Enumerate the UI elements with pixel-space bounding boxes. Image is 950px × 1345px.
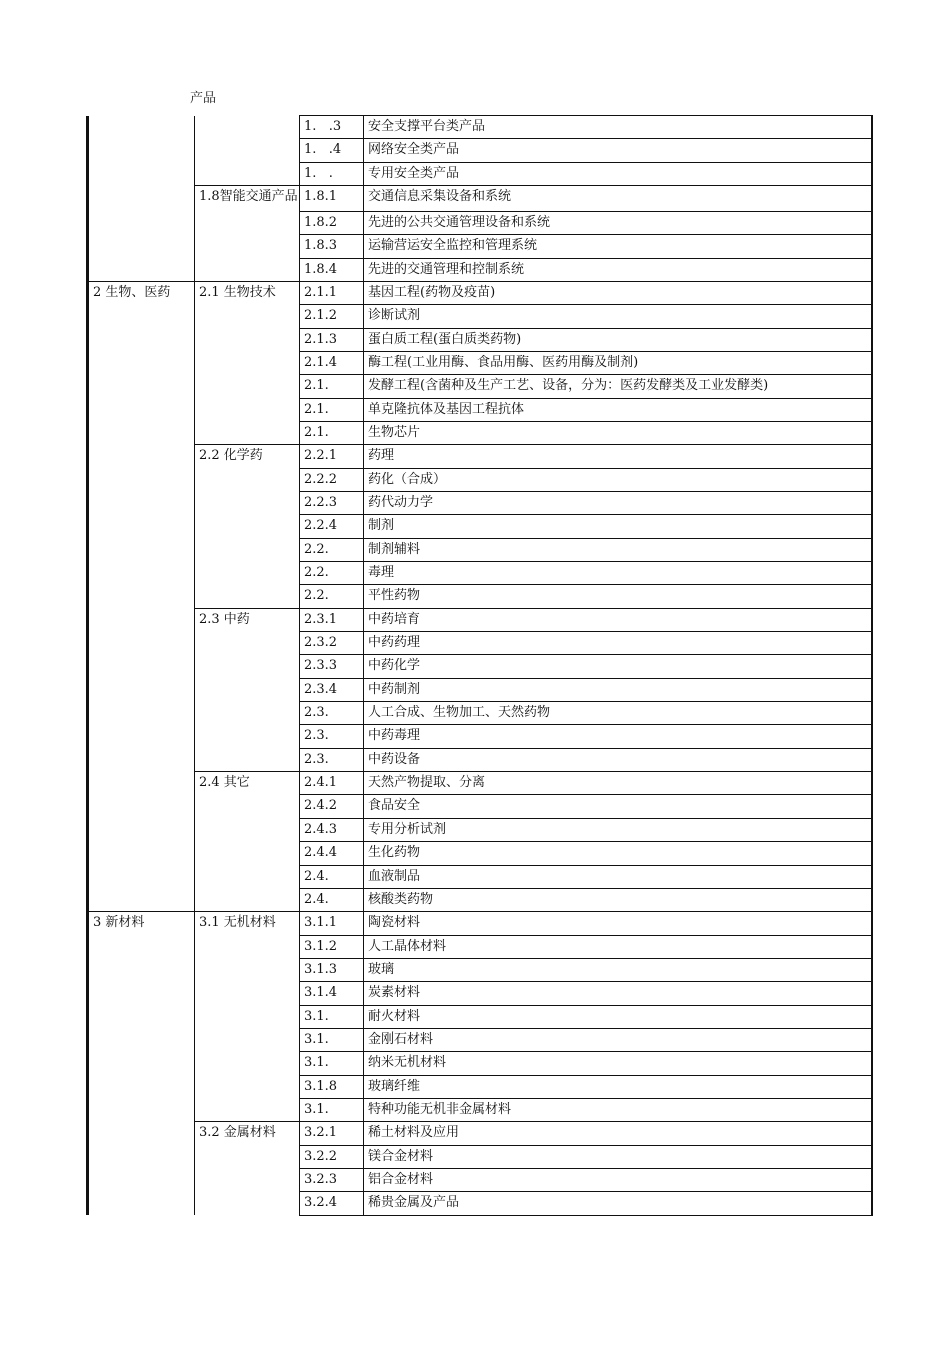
subcategory-cell xyxy=(195,1052,300,1075)
category-cell xyxy=(88,211,195,234)
table-row xyxy=(88,492,873,515)
code-cell: 2.1. xyxy=(300,375,364,398)
tech-catalog-table xyxy=(86,115,873,1216)
table-row xyxy=(88,162,873,185)
code-cell: 2.1.1 xyxy=(300,281,364,304)
category-cell xyxy=(88,538,195,561)
item-name-cell: 酶工程(工业用酶、食品用酶、医药用酶及制剂) xyxy=(364,351,873,374)
table-row xyxy=(88,562,873,585)
item-name-cell: 稀土材料及应用 xyxy=(364,1122,873,1145)
table-row xyxy=(88,585,873,608)
subcategory-cell xyxy=(195,1192,300,1215)
category-cell xyxy=(88,1122,195,1145)
table-row xyxy=(88,116,873,139)
subcategory-cell xyxy=(195,116,300,139)
subcategory-cell xyxy=(195,725,300,748)
subcategory-cell xyxy=(195,1028,300,1051)
subcategory-cell xyxy=(195,351,300,374)
code-cell: 2.4.2 xyxy=(300,795,364,818)
category-cell xyxy=(88,351,195,374)
category-cell xyxy=(88,818,195,841)
table-row xyxy=(88,1005,873,1028)
subcategory-cell xyxy=(195,818,300,841)
code-cell: 2.2.2 xyxy=(300,468,364,491)
code-cell: 3.1.1 xyxy=(300,912,364,935)
subcategory-cell xyxy=(195,888,300,911)
code-cell: 3.1. xyxy=(300,1098,364,1121)
subcategory-cell xyxy=(195,585,300,608)
category-cell xyxy=(88,1005,195,1028)
code-cell: 2.1.4 xyxy=(300,351,364,374)
item-name-cell: 纳米无机材料 xyxy=(364,1052,873,1075)
category-cell xyxy=(88,139,195,162)
table-row xyxy=(88,398,873,421)
code-cell: 2.3. xyxy=(300,702,364,725)
code-cell: 3.2.2 xyxy=(300,1145,364,1168)
code-cell: 1. .4 xyxy=(300,139,364,162)
category-cell xyxy=(88,678,195,701)
table-row xyxy=(88,375,873,398)
item-name-cell: 运输营运安全监控和管理系统 xyxy=(364,235,873,258)
category-cell xyxy=(88,1145,195,1168)
table-row xyxy=(88,1145,873,1168)
category-cell xyxy=(88,186,195,212)
code-cell: 3.2.1 xyxy=(300,1122,364,1145)
table-row xyxy=(88,1192,873,1215)
category-cell xyxy=(88,162,195,185)
table-row xyxy=(88,468,873,491)
table-row xyxy=(88,538,873,561)
catalog-table-frame xyxy=(86,115,873,1216)
table-row xyxy=(88,1075,873,1098)
table-row xyxy=(88,958,873,981)
item-name-cell: 中药毒理 xyxy=(364,725,873,748)
subcategory-cell xyxy=(195,632,300,655)
subcategory-cell xyxy=(195,538,300,561)
item-name-cell: 中药设备 xyxy=(364,748,873,771)
item-name-cell: 核酸类药物 xyxy=(364,888,873,911)
table-row xyxy=(88,935,873,958)
code-cell: 2.2.4 xyxy=(300,515,364,538)
subcategory-cell: 2.3 中药 xyxy=(195,608,300,631)
category-cell xyxy=(88,258,195,281)
category-cell xyxy=(88,375,195,398)
item-name-cell: 天然产物提取、分离 xyxy=(364,772,873,795)
item-name-cell: 先进的公共交通管理设备和系统 xyxy=(364,211,873,234)
item-name-cell: 单克隆抗体及基因工程抗体 xyxy=(364,398,873,421)
code-cell: 3.2.3 xyxy=(300,1168,364,1191)
code-cell: 1. .3 xyxy=(300,116,364,139)
code-cell: 3.1. xyxy=(300,1052,364,1075)
category-cell xyxy=(88,1168,195,1191)
code-cell: 2.4. xyxy=(300,865,364,888)
table-row xyxy=(88,1098,873,1121)
item-name-cell: 玻璃纤维 xyxy=(364,1075,873,1098)
category-cell xyxy=(88,1192,195,1215)
item-name-cell: 陶瓷材料 xyxy=(364,912,873,935)
code-cell: 3.1.3 xyxy=(300,958,364,981)
item-name-cell: 发酵工程(含菌种及生产工艺、设备，分为：医药发酵类及工业发酵类) xyxy=(364,375,873,398)
category-cell xyxy=(88,958,195,981)
table-row xyxy=(88,608,873,631)
code-cell: 2.4.4 xyxy=(300,842,364,865)
category-cell xyxy=(88,445,195,468)
code-cell: 3.1.4 xyxy=(300,982,364,1005)
category-cell xyxy=(88,328,195,351)
item-name-cell: 玻璃 xyxy=(364,958,873,981)
table-row xyxy=(88,351,873,374)
table-row xyxy=(88,865,873,888)
subcategory-cell xyxy=(195,678,300,701)
category-cell xyxy=(88,888,195,911)
item-name-cell: 药代动力学 xyxy=(364,492,873,515)
table-row xyxy=(88,632,873,655)
subcategory-cell xyxy=(195,795,300,818)
item-name-cell: 铝合金材料 xyxy=(364,1168,873,1191)
subcategory-cell xyxy=(195,421,300,444)
table-row xyxy=(88,678,873,701)
code-cell: 2.1. xyxy=(300,398,364,421)
item-name-cell: 中药制剂 xyxy=(364,678,873,701)
table-row xyxy=(88,445,873,468)
subcategory-cell xyxy=(195,258,300,281)
code-cell: 2.1.3 xyxy=(300,328,364,351)
category-cell xyxy=(88,1028,195,1051)
item-name-cell: 毒理 xyxy=(364,562,873,585)
subcategory-cell: 2.2 化学药 xyxy=(195,445,300,468)
table-row xyxy=(88,186,873,212)
category-cell xyxy=(88,772,195,795)
code-cell: 2.1.2 xyxy=(300,305,364,328)
category-cell xyxy=(88,305,195,328)
item-name-cell: 基因工程(药物及疫苗) xyxy=(364,281,873,304)
item-name-cell: 平性药物 xyxy=(364,585,873,608)
category-cell xyxy=(88,421,195,444)
subcategory-cell xyxy=(195,305,300,328)
table-row xyxy=(88,1028,873,1051)
table-row xyxy=(88,139,873,162)
item-name-cell: 网络安全类产品 xyxy=(364,139,873,162)
table-row xyxy=(88,912,873,935)
item-name-cell: 交通信息采集设备和系统 xyxy=(364,186,873,212)
category-cell xyxy=(88,702,195,725)
code-cell: 2.2.1 xyxy=(300,445,364,468)
subcategory-cell xyxy=(195,982,300,1005)
subcategory-cell xyxy=(195,468,300,491)
table-row xyxy=(88,235,873,258)
subcategory-cell: 1.8智能交通产品 xyxy=(195,186,300,212)
table-row xyxy=(88,1122,873,1145)
subcategory-cell xyxy=(195,162,300,185)
code-cell: 2.3.3 xyxy=(300,655,364,678)
subcategory-cell xyxy=(195,655,300,678)
subcategory-cell xyxy=(195,375,300,398)
code-cell: 2.3.4 xyxy=(300,678,364,701)
code-cell: 1.8.4 xyxy=(300,258,364,281)
subcategory-cell: 3.2 金属材料 xyxy=(195,1122,300,1145)
table-row xyxy=(88,818,873,841)
code-cell: 2.2. xyxy=(300,585,364,608)
subcategory-cell: 3.1 无机材料 xyxy=(195,912,300,935)
subcategory-cell xyxy=(195,1168,300,1191)
category-cell xyxy=(88,632,195,655)
code-cell: 2.2.3 xyxy=(300,492,364,515)
table-row xyxy=(88,515,873,538)
table-row xyxy=(88,748,873,771)
code-cell: 2.1. xyxy=(300,421,364,444)
subcategory-cell xyxy=(195,865,300,888)
subcategory-cell xyxy=(195,515,300,538)
subcategory-cell xyxy=(195,842,300,865)
item-name-cell: 专用安全类产品 xyxy=(364,162,873,185)
carried-over-subcategory-text: 产品 xyxy=(190,91,217,106)
item-name-cell: 制剂 xyxy=(364,515,873,538)
item-name-cell: 人工合成、生物加工、天然药物 xyxy=(364,702,873,725)
subcategory-cell xyxy=(195,492,300,515)
item-name-cell: 耐火材料 xyxy=(364,1005,873,1028)
item-name-cell: 血液制品 xyxy=(364,865,873,888)
subcategory-cell xyxy=(195,748,300,771)
subcategory-cell: 2.1 生物技术 xyxy=(195,281,300,304)
subcategory-cell: 2.4 其它 xyxy=(195,772,300,795)
code-cell: 2.3. xyxy=(300,725,364,748)
code-cell: 2.4.3 xyxy=(300,818,364,841)
category-cell xyxy=(88,935,195,958)
item-name-cell: 特种功能无机非金属材料 xyxy=(364,1098,873,1121)
table-row xyxy=(88,772,873,795)
category-cell xyxy=(88,492,195,515)
subcategory-cell xyxy=(195,1075,300,1098)
table-row xyxy=(88,1052,873,1075)
table-row xyxy=(88,888,873,911)
table-row xyxy=(88,281,873,304)
category-cell xyxy=(88,468,195,491)
category-cell xyxy=(88,515,195,538)
subcategory-cell xyxy=(195,1005,300,1028)
table-row xyxy=(88,702,873,725)
item-name-cell: 中药化学 xyxy=(364,655,873,678)
code-cell: 3.2.4 xyxy=(300,1192,364,1215)
category-cell xyxy=(88,865,195,888)
code-cell: 2.3. xyxy=(300,748,364,771)
table-body xyxy=(88,116,873,1216)
category-cell xyxy=(88,1052,195,1075)
item-name-cell: 药理 xyxy=(364,445,873,468)
code-cell: 1.8.1 xyxy=(300,186,364,212)
item-name-cell: 安全支撑平台类产品 xyxy=(364,116,873,139)
subcategory-cell xyxy=(195,935,300,958)
category-cell xyxy=(88,1075,195,1098)
code-cell: 1. . xyxy=(300,162,364,185)
category-cell xyxy=(88,1098,195,1121)
table-row xyxy=(88,1168,873,1191)
table-row xyxy=(88,795,873,818)
item-name-cell: 中药药理 xyxy=(364,632,873,655)
subcategory-cell xyxy=(195,1098,300,1121)
subcategory-cell xyxy=(195,211,300,234)
item-name-cell: 专用分析试剂 xyxy=(364,818,873,841)
item-name-cell: 先进的交通管理和控制系统 xyxy=(364,258,873,281)
category-cell xyxy=(88,842,195,865)
subcategory-cell xyxy=(195,139,300,162)
table-row xyxy=(88,305,873,328)
code-cell: 3.1.8 xyxy=(300,1075,364,1098)
item-name-cell: 人工晶体材料 xyxy=(364,935,873,958)
category-cell xyxy=(88,748,195,771)
code-cell: 2.3.2 xyxy=(300,632,364,655)
table-row xyxy=(88,842,873,865)
code-cell: 2.4.1 xyxy=(300,772,364,795)
subcategory-cell xyxy=(195,328,300,351)
category-cell xyxy=(88,795,195,818)
item-name-cell: 生化药物 xyxy=(364,842,873,865)
code-cell: 3.1.2 xyxy=(300,935,364,958)
table-row xyxy=(88,258,873,281)
category-cell xyxy=(88,585,195,608)
table-row xyxy=(88,328,873,351)
code-cell: 2.4. xyxy=(300,888,364,911)
subcategory-cell xyxy=(195,1145,300,1168)
item-name-cell: 中药培育 xyxy=(364,608,873,631)
item-name-cell: 诊断试剂 xyxy=(364,305,873,328)
item-name-cell: 生物芯片 xyxy=(364,421,873,444)
subcategory-cell xyxy=(195,958,300,981)
category-cell xyxy=(88,562,195,585)
category-cell xyxy=(88,116,195,139)
table-row xyxy=(88,211,873,234)
category-cell: 2 生物、医药 xyxy=(88,281,195,304)
subcategory-cell xyxy=(195,235,300,258)
table-row xyxy=(88,982,873,1005)
subcategory-cell xyxy=(195,702,300,725)
category-cell xyxy=(88,235,195,258)
table-row xyxy=(88,655,873,678)
code-cell: 1.8.3 xyxy=(300,235,364,258)
item-name-cell: 稀贵金属及产品 xyxy=(364,1192,873,1215)
code-cell: 2.2. xyxy=(300,562,364,585)
code-cell: 2.3.1 xyxy=(300,608,364,631)
item-name-cell: 蛋白质工程(蛋白质类药物) xyxy=(364,328,873,351)
item-name-cell: 药化（合成） xyxy=(364,468,873,491)
item-name-cell: 食品安全 xyxy=(364,795,873,818)
subcategory-cell xyxy=(195,562,300,585)
category-cell xyxy=(88,608,195,631)
category-cell xyxy=(88,982,195,1005)
code-cell: 3.1. xyxy=(300,1005,364,1028)
category-cell: 3 新材料 xyxy=(88,912,195,935)
code-cell: 3.1. xyxy=(300,1028,364,1051)
item-name-cell: 炭素材料 xyxy=(364,982,873,1005)
code-cell: 1.8.2 xyxy=(300,211,364,234)
item-name-cell: 金刚石材料 xyxy=(364,1028,873,1051)
code-cell: 2.2. xyxy=(300,538,364,561)
subcategory-cell xyxy=(195,398,300,421)
category-cell xyxy=(88,655,195,678)
table-row xyxy=(88,725,873,748)
item-name-cell: 制剂辅料 xyxy=(364,538,873,561)
category-cell xyxy=(88,398,195,421)
table-row xyxy=(88,421,873,444)
item-name-cell: 镁合金材料 xyxy=(364,1145,873,1168)
category-cell xyxy=(88,725,195,748)
